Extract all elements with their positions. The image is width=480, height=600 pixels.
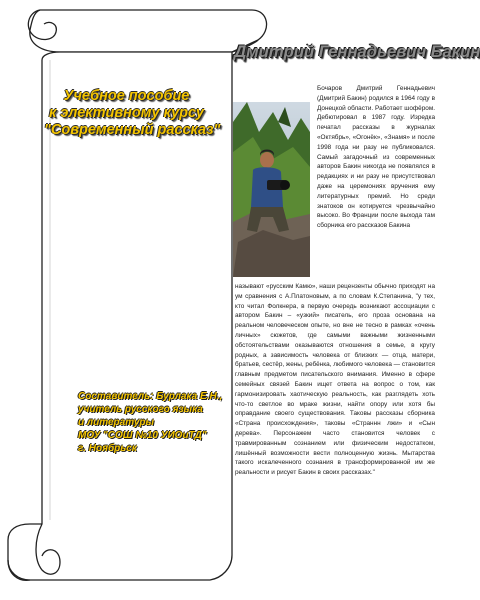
textbook-title — [44, 88, 221, 139]
author-photo — [233, 102, 310, 277]
compiler-credits — [78, 390, 223, 455]
title-line: "Современный рассказ" — [44, 122, 221, 138]
title-line: Учебное пособие — [63, 88, 190, 104]
scroll-top-curl — [30, 10, 267, 52]
title-line: к элективному курсу — [49, 105, 204, 121]
compiler-line: г. Ноябрьск — [78, 443, 137, 454]
compiler-line: учитель русского языка — [78, 404, 203, 415]
biography-body: называют «русским Камю», наши рецензенты обычно приходят на ум сравнения с А.Платоновым, а по словам К.Степанина, "у тех, кто читал Фолкнера, в первую очередь возникают ассоциации с автором Бакин – «узкий» писатель, его проза основана на реальном человеческом опыте, но вне не тесно в рамках «очень личных» сюжетов, где самыми важными жизненными обстоятельствами оказываются отношения в семье, в кругу родных, а зависимость человека от близких — отца, матери, братьев, сестёр, жены, ребёнка, любимого человека — становится главным предметом писательского внимания. Именно в сфере семейных связей Бакин ищет ответа на вопрос о том, как гармонизировать хаотическую реальность, как разглядеть хоть что-то светлое во мраке жизни, найти опору или хотя бы оправдание своего существования. Таковы рассказы сборника «Страна происхождения», таковы «Страннн лжи» и «Сын дерева». Персонажем часто становится человек с травмированным сознанием или физическим недостатком, лишённый возможности вести полноценную жизнь. Мытарства такого искалеченного сознания в трансформированной им же реальности и рисует Бакин в своих рассказах." — [235, 283, 435, 477]
compiler-line: Составитель: Бурлака Е.Н., — [78, 391, 223, 402]
compiler-line: и литературы — [78, 417, 155, 428]
biography-intro: Бочаров Дмитрий Геннадьевич (Дмитрий Бакин) родился в 1964 году в Донецкой области. Работает шофёром. Дебютировал в 1987 году. Изредка печатал рассказы в журналах «Октябрь», «Огонёк», «Знамя» и после 1998 года ни разу не публиковался. Самый загадочный из современных авторов Бакин никогда не появлялся в редакциях и ни разу не присутствовал даже на церемониях вручения ему литературных премий. Но среди знатоков он котируется чрезвычайно высоко. Во Франции после выхода там сборника его рассказов Бакина — [317, 85, 435, 230]
compiler-line: МОУ "СОШ №10 УИОиТД" — [78, 430, 207, 441]
author-name-heading: Дмитрий Геннадьевич Бакин — [234, 42, 480, 61]
